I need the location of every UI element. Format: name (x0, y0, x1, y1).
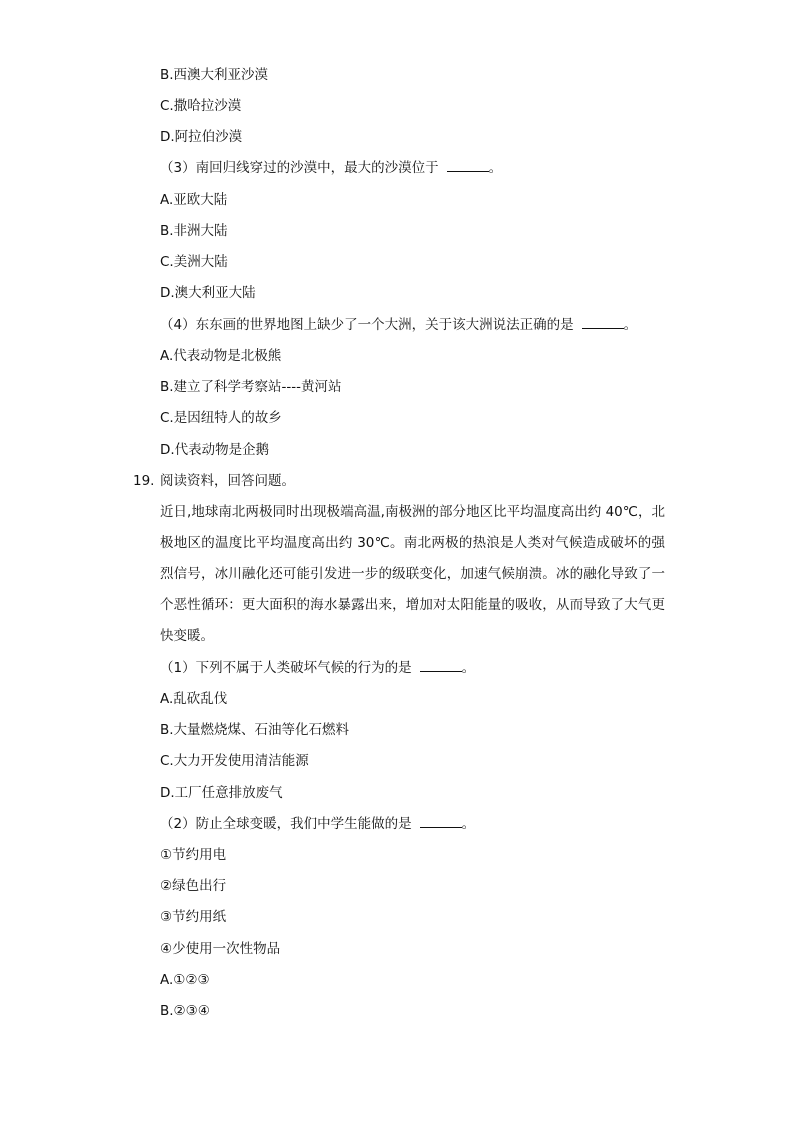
q18-sub4-option-b: B.建立了科学考察站----黄河站 (160, 379, 342, 395)
q18-sub4-option-a: A.代表动物是北极熊 (160, 348, 282, 364)
q19-number: 19. (133, 473, 155, 489)
q19-sub1-question (160, 658, 475, 678)
q18-option-c: C.撒哈拉沙漠 (160, 98, 242, 114)
q19-sub1-end: 。 (461, 660, 476, 676)
q19-sub1-option-d: D.工厂任意排放废气 (160, 785, 283, 801)
q19-prompt: 阅读资料，回答问题。 (160, 473, 295, 489)
q19-sub1-option-b: B.大量燃烧煤、石油等化石燃料 (160, 722, 350, 738)
q18-sub3-option-b: B.非洲大陆 (160, 223, 228, 239)
q18-sub4-option-c: C.是因纽特人的故乡 (160, 410, 282, 426)
q19-sub2-item-1: ①节约用电 (160, 847, 227, 863)
q18-sub4-option-d: D.代表动物是企鹅 (160, 442, 270, 458)
q18-sub4-end: 。 (623, 317, 638, 333)
q19-sub1-option-c: C.大力开发使用清洁能源 (160, 753, 309, 769)
q19-passage: 近日,地球南北两极同时出现极端高温,南极洲的部分地区比平均温度高出约 40℃，北极地区的温度比平均温度高出约 30℃。南北两极的热浪是人类对气候造成破坏的强烈信号，冰川融化还可能引发进一步的级联变化，加速气候崩溃。冰的融化导致了一个恶性循环：更大面积的海水暴露出来，增加对太阳能量的吸收，从而导致了大气更快变暖。 (160, 504, 665, 644)
q18-sub3-option-a: A.亚欧大陆 (160, 192, 228, 208)
q19-sub1-option-a: A.乱砍乱伐 (160, 691, 228, 707)
q19-sub1-stem: （1）下列不属于人类破坏气候的行为的是 (160, 660, 412, 676)
q18-sub3-question (160, 158, 502, 178)
q18-sub4-question (160, 315, 637, 335)
q19-sub2-option-a: A.①②③ (160, 972, 210, 988)
q19-sub2-option-b: B.②③④ (160, 1003, 210, 1019)
answer-blank (420, 815, 462, 828)
q19-sub2-item-2: ②绿色出行 (160, 878, 227, 894)
q18-sub3-end: 。 (488, 160, 503, 176)
q18-sub3-option-c: C.美洲大陆 (160, 254, 228, 270)
q19-sub2-question (160, 814, 475, 834)
q18-sub3-option-d: D.澳大利亚大陆 (160, 285, 256, 301)
q18-option-d: D.阿拉伯沙漠 (160, 129, 243, 145)
q19-sub2-end: 。 (461, 816, 476, 832)
answer-blank (447, 159, 489, 172)
answer-blank (582, 316, 624, 329)
answer-blank (420, 659, 462, 672)
q19-sub2-item-3: ③节约用纸 (160, 909, 227, 925)
q19-sub2-item-4: ④少使用一次性物品 (160, 941, 281, 957)
q18-sub3-stem: （3）南回归线穿过的沙漠中，最大的沙漠位于 (160, 160, 439, 176)
q18-option-b: B.西澳大利亚沙漠 (160, 67, 269, 83)
q19-sub2-stem: （2）防止全球变暖，我们中学生能做的是 (160, 816, 412, 832)
q18-sub4-stem: （4）东东画的世界地图上缺少了一个大洲，关于该大洲说法正确的是 (160, 317, 574, 333)
